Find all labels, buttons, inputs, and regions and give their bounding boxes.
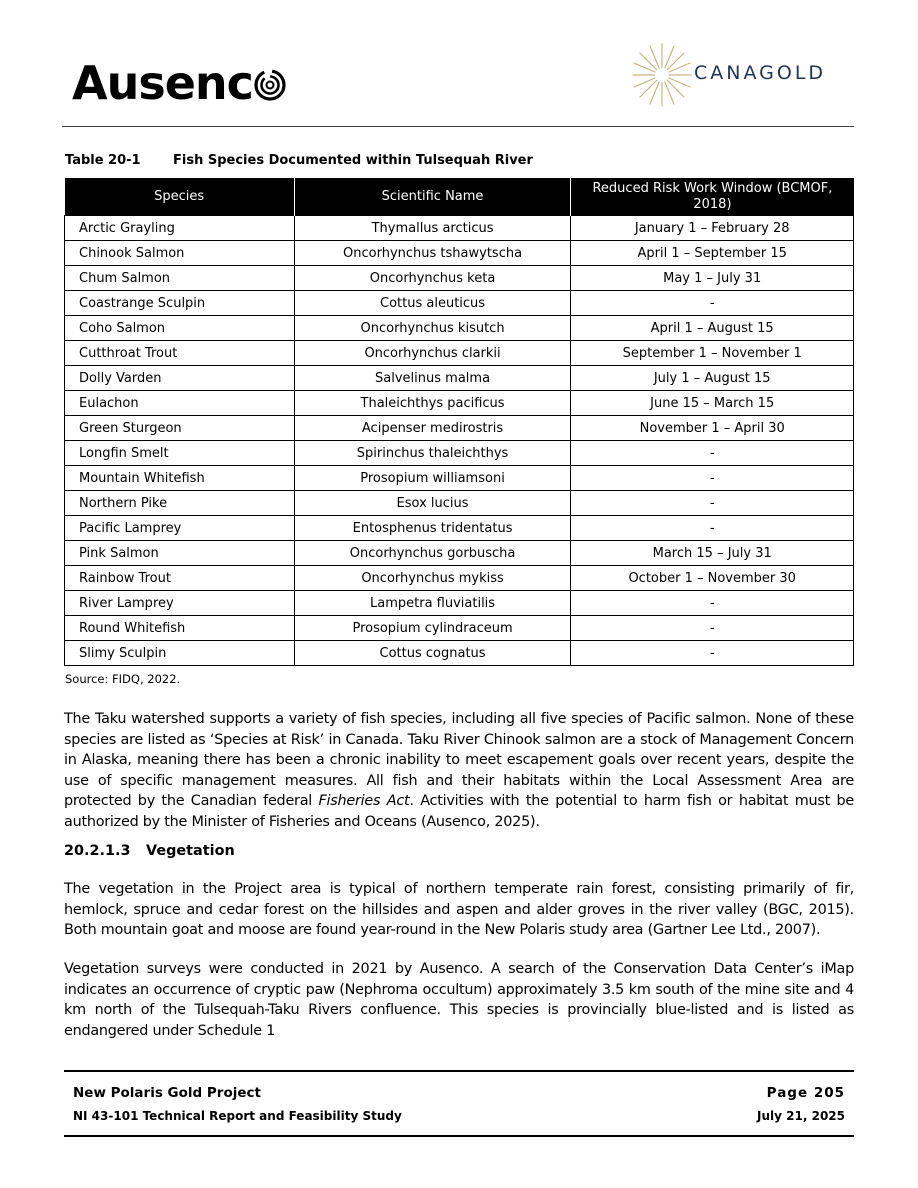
table-row xyxy=(65,266,854,291)
scientific-name-cell: Entosphenus tridentatus xyxy=(294,516,571,541)
species-cell: Northern Pike xyxy=(65,491,295,516)
section-heading xyxy=(64,843,235,859)
work-window-cell: January 1 – February 28 xyxy=(571,216,854,241)
scientific-name-cell: Thymallus arcticus xyxy=(294,216,571,241)
scientific-name-cell: Spirinchus thaleichthys xyxy=(294,441,571,466)
scientific-name-cell: Oncorhynchus keta xyxy=(294,266,571,291)
work-window-cell: - xyxy=(571,616,854,641)
table-row xyxy=(65,341,854,366)
scientific-name-cell: Thaleichthys pacificus xyxy=(294,391,571,416)
column-header-work-window: Reduced Risk Work Window (BCMOF, 2018) xyxy=(571,178,854,216)
section-title: Vegetation xyxy=(146,843,235,859)
species-cell: Cutthroat Trout xyxy=(65,341,295,366)
species-cell: River Lamprey xyxy=(65,591,295,616)
table-row xyxy=(65,441,854,466)
paragraph-fish-text-a: The Taku watershed supports a variety of fish species, including all five species of Pacific salmon. None of these species are listed as ‘Species at Risk’ in Canada. Taku River Chinook salmon are a stock of Management Concern in Alaska, meaning there has been a chronic inability to meet escapement goals over recent years, despite the use of specific management measures. All fish and their habitats within the Local Assessment Area are protected by the Canadian federal xyxy=(64,711,854,809)
table-header-row xyxy=(65,178,854,216)
species-cell: Arctic Grayling xyxy=(65,216,295,241)
fish-species-table xyxy=(64,178,854,666)
footer-project-name: New Polaris Gold Project xyxy=(73,1085,261,1101)
species-cell: Green Sturgeon xyxy=(65,416,295,441)
table-row xyxy=(65,316,854,341)
sunburst-icon xyxy=(632,42,692,108)
ausenco-logo-text: Ausenc xyxy=(72,56,253,110)
work-window-cell: October 1 – November 30 xyxy=(571,566,854,591)
species-cell: Pink Salmon xyxy=(65,541,295,566)
table-caption xyxy=(65,153,533,168)
species-cell: Chinook Salmon xyxy=(65,241,295,266)
table-row xyxy=(65,616,854,641)
table-row xyxy=(65,291,854,316)
canagold-logo-text: CANAGOLD xyxy=(694,62,827,84)
work-window-cell: - xyxy=(571,466,854,491)
section-number: 20.2.1.3 xyxy=(64,843,131,859)
scientific-name-cell: Oncorhynchus clarkii xyxy=(294,341,571,366)
table-row xyxy=(65,216,854,241)
table-row xyxy=(65,241,854,266)
paragraph-surveys: Vegetation surveys were conducted in 2021 by Ausenco. A search of the Conservation Data Center’s iMap indicates an occurrence of cryptic paw (Nephroma occultum) approximately 3.5 km south of the mine site and 4 km north of the Tulsequah-Taku Rivers confluence. This species is provincially blue-listed and is listed as endangered under Schedule 1 xyxy=(64,961,854,1039)
species-cell: Dolly Varden xyxy=(65,366,295,391)
footer-top-rule xyxy=(64,1070,854,1072)
paragraph-fish-text-b: . Activities with the potential to harm fish or habitat must be authorized by the Minister of Fisheries and Oceans (Ausenco, 2025). xyxy=(64,793,854,830)
scientific-name-cell: Acipenser medirostris xyxy=(294,416,571,441)
species-cell: Rainbow Trout xyxy=(65,566,295,591)
footer-page-number: Page 205 xyxy=(766,1085,845,1101)
column-header-species: Species xyxy=(65,178,295,216)
work-window-cell: April 1 – September 15 xyxy=(571,241,854,266)
scientific-name-cell: Prosopium williamsoni xyxy=(294,466,571,491)
work-window-cell: May 1 – July 31 xyxy=(571,266,854,291)
species-cell: Coho Salmon xyxy=(65,316,295,341)
work-window-cell: - xyxy=(571,491,854,516)
table-number: Table 20-1 xyxy=(65,153,141,168)
work-window-cell: - xyxy=(571,441,854,466)
scientific-name-cell: Lampetra fluviatilis xyxy=(294,591,571,616)
table-title: Fish Species Documented within Tulsequah River xyxy=(173,153,533,168)
column-header-scientific-name: Scientific Name xyxy=(294,178,571,216)
scientific-name-cell: Oncorhynchus mykiss xyxy=(294,566,571,591)
scientific-name-cell: Oncorhynchus gorbuscha xyxy=(294,541,571,566)
scientific-name-cell: Prosopium cylindraceum xyxy=(294,616,571,641)
work-window-cell: - xyxy=(571,516,854,541)
table-row xyxy=(65,566,854,591)
table-row xyxy=(65,541,854,566)
species-cell: Longfin Smelt xyxy=(65,441,295,466)
scientific-name-cell: Esox lucius xyxy=(294,491,571,516)
paragraph-vegetation: The vegetation in the Project area is typical of northern temperate rain forest, consisting primarily of fir, hemlock, spruce and cedar forest on the hillsides and aspen and alder groves in the river valley (BGC, 2015). Both mountain goat and moose are found year-round in the New Polaris study area (Gartner Lee Ltd., 2007). xyxy=(64,881,854,938)
table-row xyxy=(65,466,854,491)
table-row xyxy=(65,416,854,441)
footer-report-name: NI 43-101 Technical Report and Feasibility Study xyxy=(73,1109,402,1123)
work-window-cell: March 15 – July 31 xyxy=(571,541,854,566)
work-window-cell: - xyxy=(571,291,854,316)
footer-bottom-rule xyxy=(64,1135,854,1137)
table-row xyxy=(65,491,854,516)
table-row xyxy=(65,516,854,541)
table-row xyxy=(65,391,854,416)
canagold-logo xyxy=(632,42,852,108)
paragraph-fish xyxy=(64,709,854,832)
species-cell: Round Whitefish xyxy=(65,616,295,641)
work-window-cell: April 1 – August 15 xyxy=(571,316,854,341)
species-cell: Chum Salmon xyxy=(65,266,295,291)
table-row xyxy=(65,591,854,616)
paragraph-fish-italic: Fisheries Act xyxy=(318,793,410,809)
footer-date: July 21, 2025 xyxy=(757,1109,845,1123)
table-source: Source: FIDQ, 2022. xyxy=(65,672,181,686)
header-divider xyxy=(62,126,854,127)
scientific-name-cell: Cottus aleuticus xyxy=(294,291,571,316)
species-cell: Coastrange Sculpin xyxy=(65,291,295,316)
ausenco-swirl-icon xyxy=(253,68,287,102)
species-cell: Pacific Lamprey xyxy=(65,516,295,541)
work-window-cell: November 1 – April 30 xyxy=(571,416,854,441)
ausenco-logo xyxy=(72,56,287,110)
scientific-name-cell: Salvelinus malma xyxy=(294,366,571,391)
work-window-cell: June 15 – March 15 xyxy=(571,391,854,416)
work-window-cell: September 1 – November 1 xyxy=(571,341,854,366)
scientific-name-cell: Oncorhynchus kisutch xyxy=(294,316,571,341)
species-cell: Mountain Whitefish xyxy=(65,466,295,491)
species-cell: Eulachon xyxy=(65,391,295,416)
work-window-cell: - xyxy=(571,591,854,616)
work-window-cell: July 1 – August 15 xyxy=(571,366,854,391)
work-window-cell: - xyxy=(571,641,854,666)
scientific-name-cell: Oncorhynchus tshawytscha xyxy=(294,241,571,266)
table-row xyxy=(65,366,854,391)
species-cell: Slimy Sculpin xyxy=(65,641,295,666)
table-row xyxy=(65,641,854,666)
scientific-name-cell: Cottus cognatus xyxy=(294,641,571,666)
